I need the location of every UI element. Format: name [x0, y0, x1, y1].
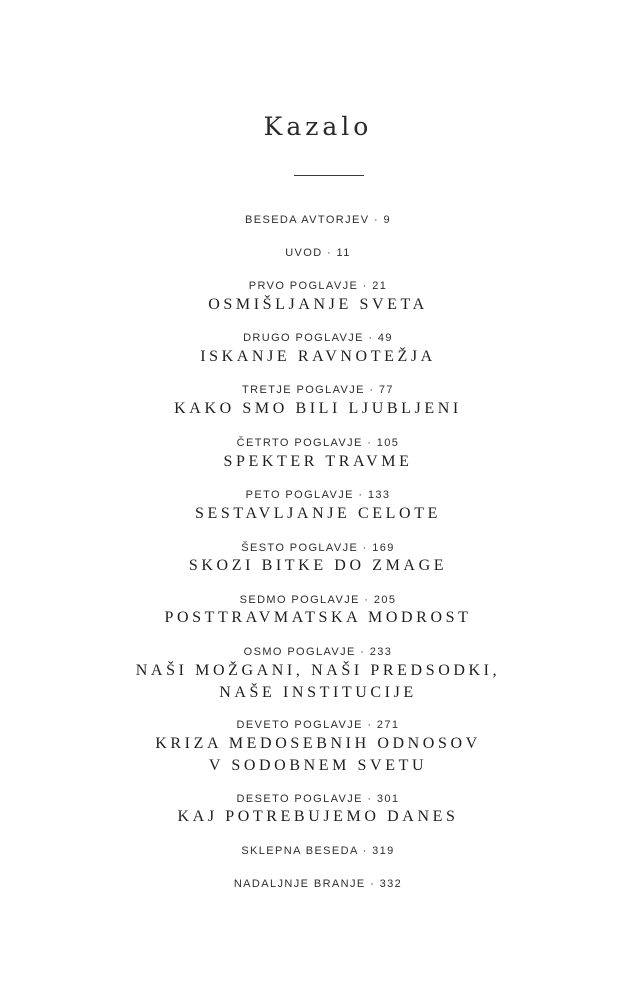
toc-chapter-9-title: [0, 733, 636, 777]
toc-chapter-8-label: OSMO POGLAVJE · 233: [243, 646, 393, 658]
toc-chapter-3-label: TRETJE POGLAVJE · 77: [242, 384, 394, 396]
toc-chapter-7-label: SEDMO POGLAVJE · 205: [239, 594, 397, 606]
toc-chapter-8-title-line-2: NAŠE INSTITUCIJE: [219, 684, 417, 701]
toc-chapter-1-label: PRVO POGLAVJE · 21: [248, 280, 388, 292]
toc-chapter-4-title: SPEKTER TRAVME: [223, 453, 413, 470]
toc-chapter-2-title: ISKANJE RAVNOTEŽJA: [200, 348, 436, 365]
toc-entry-epilogue: SKLEPNA BESEDA · 319: [241, 845, 395, 857]
toc-chapter-5-title: SESTAVLJANJE CELOTE: [195, 505, 441, 522]
toc-chapter-9-title-line-2: V SODOBNEM SVETU: [208, 757, 428, 774]
toc-chapter-8-title: [0, 660, 636, 704]
toc-chapter-1-title: OSMIŠLJANJE SVETA: [208, 296, 428, 313]
toc-entry-further-reading: NADALJNJE BRANJE · 332: [233, 878, 403, 890]
toc-entry-foreword: BESEDA AVTORJEV · 9: [244, 214, 391, 226]
toc-chapter-6-title: SKOZI BITKE DO ZMAGE: [188, 557, 448, 574]
toc-chapter-9-title-line-1: KRIZA MEDOSEBNIH ODNOSOV: [155, 735, 481, 752]
page-title: Kazalo: [263, 112, 373, 141]
toc-chapter-8-title-line-1: NAŠI MOŽGANI, NAŠI PREDSODKI,: [135, 662, 501, 679]
toc-chapter-6-label: ŠESTO POGLAVJE · 169: [241, 542, 395, 554]
toc-chapter-9-label: DEVETO POGLAVJE · 271: [236, 719, 400, 731]
title-divider: [294, 175, 364, 176]
toc-chapter-10-label: DESETO POGLAVJE · 301: [236, 793, 400, 805]
toc-chapter-7-title: POSTTRAVMATSKA MODROST: [164, 609, 472, 626]
toc-chapter-5-label: PETO POGLAVJE · 133: [245, 489, 391, 501]
toc-chapter-2-label: DRUGO POGLAVJE · 49: [243, 332, 393, 344]
toc-chapter-4-label: ČETRTO POGLAVJE · 105: [236, 437, 400, 449]
toc-chapter-10-title: KAJ POTREBUJEMO DANES: [177, 808, 459, 825]
toc-entry-intro: UVOD · 11: [285, 247, 351, 259]
toc-chapter-3-title: KAKO SMO BILI LJUBLJENI: [174, 400, 462, 417]
